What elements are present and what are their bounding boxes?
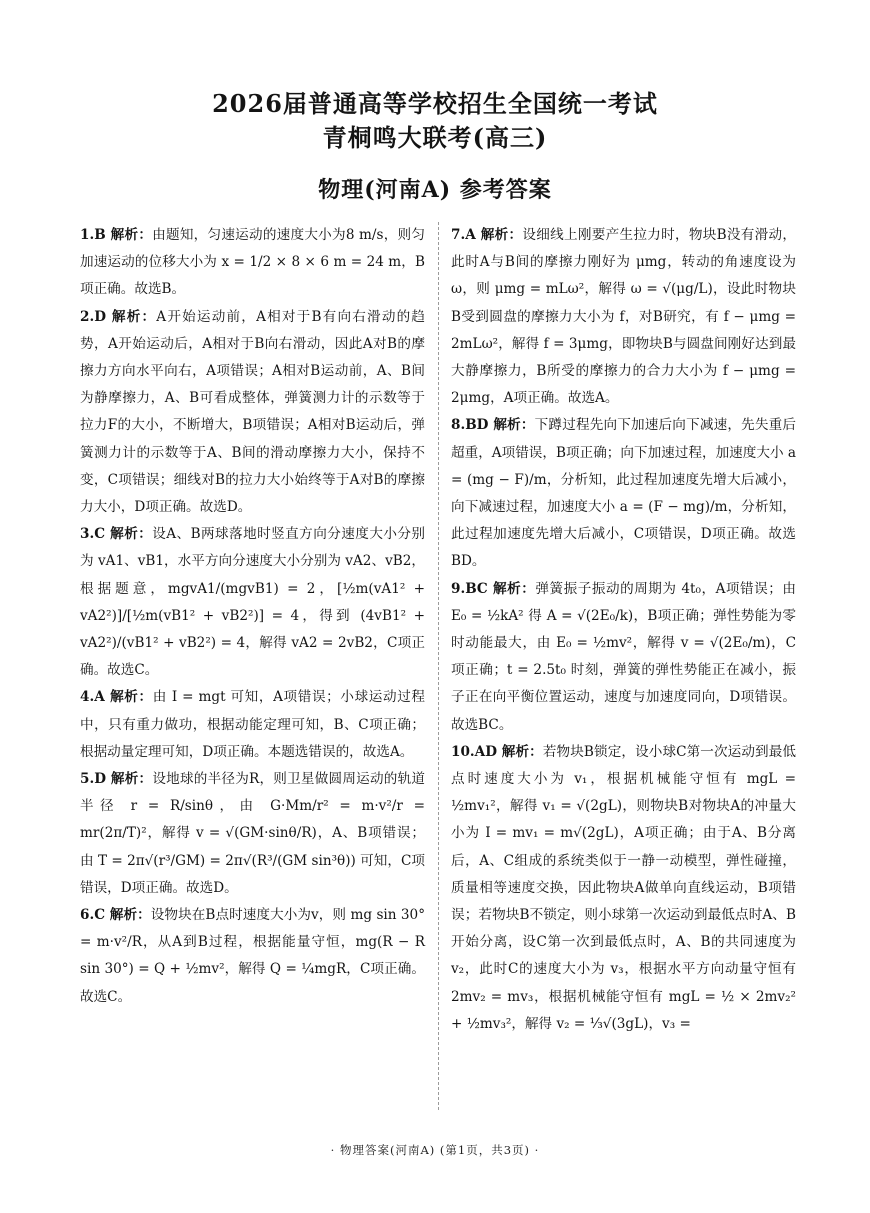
exam-subtitle: 青桐鸣大联考(高三)	[322, 123, 548, 152]
answer-item: 6.C 解析：设物块在B点时速度大小为v，则 mg sin 30° = m·v²/R，从A到B过程，根据能量守恒，mg(R − R sin 30°) = Q + ½mv²，解得 Q = ¼mgR，C项正确。故选C。	[80, 907, 425, 1005]
right-column	[451, 222, 796, 1038]
answer-item: 1.B 解析：由题知，匀速运动的速度大小为8 m/s，则匀加速运动的位移大小为 x = 1/2 × 8 × 6 m = 24 m，B项正确。故选B。	[80, 227, 425, 298]
answer-item: 3.C 解析：设A、B两球落地时竖直方向分速度大小分别为 vA1、vB1，水平方向分速度大小分别为 vA2、vB2，根据题意，mgvA1/(mgvB1) = 2，[½m(vA1² + vA2²)]/[½m(vB1² + vB2²)] = 4，得到 (4vB1² + vA2²)/(vB1² + vB2²) = 4，解得 vA2 = 2vB2，C项正确。故选C。	[80, 526, 425, 679]
answer-item: 4.A 解析：由 I = mgt 可知，A项错误；小球运动过程中，只有重力做功，根据动能定理可知，B、C项正确；根据动量定理可知，D项正确。本题选错误的，故选A。	[80, 689, 425, 760]
answer-item: 8.BD 解析：下蹲过程先向下加速后向下减速，先失重后超重，A项错误，B项正确；向下加速过程，加速度大小 a = (mg − F)/m，分析知，此过程加速度先增大后减小，向下减速过程，加速度大小 a = (F − mg)/m，分析知，此过程加速度先增大后减小，C项错误，D项正确。故选BD。	[451, 417, 797, 570]
left-column	[80, 222, 425, 1011]
answer-item: 5.D 解析：设地球的半径为R，则卫星做圆周运动的轨道半径 r = R/sinθ，由 G·Mm/r² = m·v²/r = mr(2π/T)²，解得 v = √(GM·sinθ/R)，A、B项错误；由 T = 2π√(r³/GM) = 2π√(R³/(GM sin³θ)) 可知，C项错误，D项正确。故选D。	[80, 771, 426, 896]
answer-item: 2.D 解析：A开始运动前，A相对于B有向右滑动的趋势，A开始运动后，A相对于B向右滑动，因此A对B的摩擦力方向水平向右，A项错误；A相对B运动前，A、B间为静摩擦力，A、B可看成整体，弹簧测力计的示数等于拉力F的大小，不断增大，B项错误；A相对B运动后，弹簧测力计的示数等于A、B间的滑动摩擦力大小，保持不变，C项错误；细线对B的拉力大小始终等于A对B的摩擦力大小，D项正确。故选D。	[80, 308, 425, 516]
answer-item: 10.AD 解析：若物块B锁定，设小球C第一次运动到最低点时速度大小为 v₁，根据机械能守恒有 mgL = ½mv₁²，解得 v₁ = √(2gL)，则物块B对物块A的冲量大小为 I = mv₁ = m√(2gL)，A项正确；由于A、B分离后，A、C组成的系统类似于一静一动模型，弹性碰撞，质量相等速度交换，因此物块A做单向直线运动，B项错误；若物块B不锁定，则小球第一次运动到最低点时A、B开始分离，设C第一次到最低点时，A、B的共同速度为 v₂，此时C的速度大小为 v₃，根据水平方向动量守恒有 2mv₂ = mv₃，根据机械能守恒有 mgL = ½ × 2mv₂² + ½mv₃²，解得 v₂ = ⅓√(3gL)，v₃ =	[451, 743, 797, 1032]
answer-key-heading: 物理(河南A) 参考答案	[318, 177, 552, 203]
answer-item: 7.A 解析：设细线上刚要产生拉力时，物块B没有滑动，此时A与B间的摩擦力刚好为 μmg，转动的角速度设为 ω，则 μmg = mLω²，解得 ω = √(μg/L)，设此时物块B受到圆盘的摩擦力大小为 f，对B研究，有 f − μmg = 2mLω²，解得 f = 3μmg，即物块B与圆盘间刚好达到最大静摩擦力，B所受的摩擦力的合力大小为 f − μmg = 2μmg，A项正确。故选A。	[451, 227, 796, 407]
column-divider	[438, 222, 439, 1110]
answer-item: 9.BC 解析：弹簧振子振动的周期为 4t₀，A项错误；由 E₀ = ½kA² 得 A = √(2E₀/k)，B项正确；弹性势能为零时动能最大，由 E₀ = ½mv²，解得 v = √(2E₀/m)，C项正确；t = 2.5t₀ 时刻，弹簧的弹性势能正在减小，振子正在向平衡位置运动，速度与加速度同向，D项错误。故选BC。	[451, 580, 796, 733]
page-footer: · 物理答案(河南A) (第1页，共3页) ·	[330, 1143, 540, 1157]
exam-title: 2026届普通高等学校招生全国统一考试	[212, 89, 658, 118]
